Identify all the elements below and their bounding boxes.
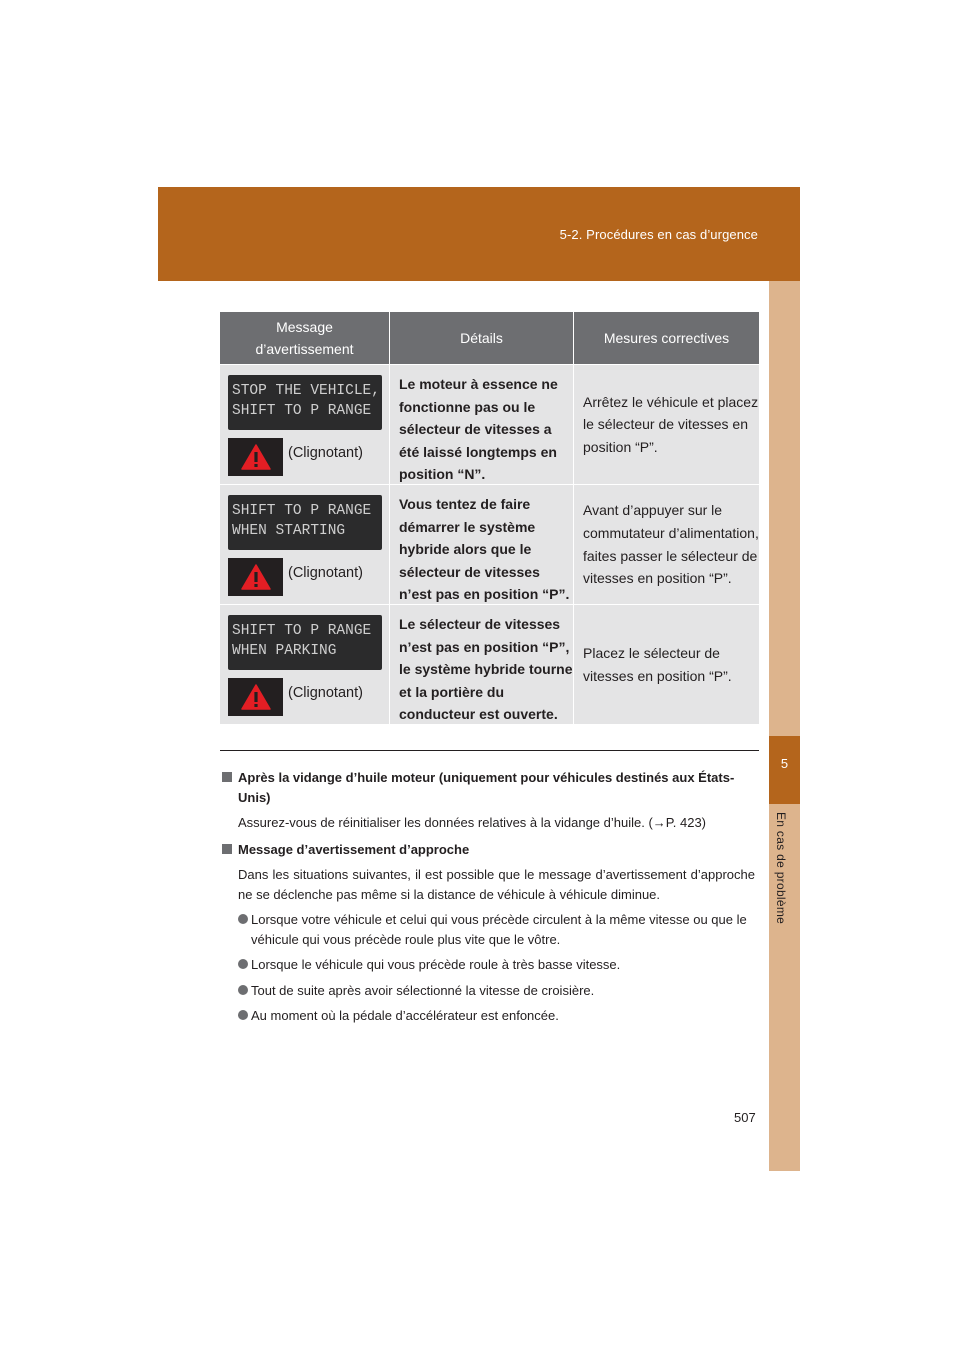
section-divider bbox=[220, 750, 759, 751]
details-text: Vous tentez de faire démarrer le système hybride alors que le sélecteur de vitesses n’est pas en position “P”. bbox=[399, 496, 570, 603]
bullet-dot-icon bbox=[238, 985, 248, 995]
display-line: SHIFT TO P RANGE bbox=[232, 503, 372, 519]
measures-cell bbox=[574, 485, 759, 604]
warning-table bbox=[220, 312, 759, 724]
details-cell bbox=[390, 605, 574, 724]
bullet-dot-icon bbox=[238, 914, 248, 924]
warning-light bbox=[228, 438, 283, 476]
square-bullet-icon bbox=[222, 844, 232, 854]
column-header-details: Détails bbox=[390, 312, 574, 364]
bullet-list bbox=[222, 910, 755, 1026]
details-text: Le moteur à essence ne fonctionne pas ou le sélecteur de vitesses a été laissé longtemps en position “N”. bbox=[399, 376, 558, 483]
chapter-number: 5 bbox=[780, 756, 789, 771]
table-row bbox=[220, 604, 759, 724]
lcd-display bbox=[228, 615, 382, 670]
display-line: WHEN PARKING bbox=[232, 643, 337, 659]
bullet-dot-icon bbox=[238, 959, 248, 969]
note-body: Dans les situations suivantes, il est possible que le message d’avertissement d’approche ne se déclenche pas même si la distance de véhicule à véhicule diminue. bbox=[238, 867, 755, 902]
lcd-display bbox=[228, 375, 382, 430]
note-heading-text: Après la vidange d’huile moteur (uniquement pour véhicules destinés aux États-Unis) bbox=[238, 770, 735, 805]
list-item bbox=[238, 1006, 755, 1026]
square-bullet-icon bbox=[222, 772, 232, 782]
list-item bbox=[238, 955, 755, 975]
column-header-message: Message d’avertissement bbox=[220, 312, 390, 364]
list-item bbox=[238, 910, 755, 949]
page-number: 507 bbox=[734, 1110, 756, 1125]
warning-light bbox=[228, 558, 283, 596]
list-item-text: Lorsque le véhicule qui vous précède roule à très basse vitesse. bbox=[251, 957, 621, 972]
message-cell bbox=[220, 365, 390, 484]
lcd-display bbox=[228, 495, 382, 550]
list-item-text: Au moment où la pédale d’accélérateur est enfoncée. bbox=[251, 1008, 559, 1023]
column-header-measures: Mesures correctives bbox=[603, 330, 730, 346]
table-header bbox=[220, 312, 759, 364]
blinking-label: (Clignotant) bbox=[288, 445, 363, 461]
message-cell bbox=[220, 605, 390, 724]
side-strip bbox=[769, 281, 800, 1171]
note-body: Assurez-vous de réinitialiser les données relatives à la vidange d’huile. (→P. 423) bbox=[238, 815, 707, 830]
list-item-text: Lorsque votre véhicule et celui qui vous précède circulent à la même vitesse ou que le véhicule qui vous précède roule plus vite que le vôtre. bbox=[251, 912, 747, 947]
note-heading bbox=[222, 840, 755, 860]
list-item bbox=[238, 981, 755, 1001]
chapter-label: En cas de problème bbox=[774, 812, 788, 925]
message-cell bbox=[220, 485, 390, 604]
warning-triangle-icon bbox=[241, 564, 271, 590]
measures-cell bbox=[574, 605, 759, 724]
blinking-label: (Clignotant) bbox=[288, 685, 363, 701]
table-row bbox=[220, 364, 759, 484]
section-header bbox=[158, 187, 800, 281]
measures-text: Placez le sélecteur de vitesses en position “P”. bbox=[583, 644, 732, 684]
measures-cell bbox=[574, 365, 759, 484]
display-line: SHIFT TO P RANGE bbox=[232, 403, 372, 419]
note-heading bbox=[222, 768, 755, 807]
details-cell bbox=[390, 485, 574, 604]
table-row bbox=[220, 484, 759, 604]
details-text: Le sélecteur de vitesses n’est pas en position “P”, le système hybride tourne et la portière du conducteur est ouverte. bbox=[399, 616, 573, 723]
measures-text: Arrêtez le véhicule et placez le sélecteur de vitesses en position “P”. bbox=[583, 393, 759, 455]
display-line: SHIFT TO P RANGE bbox=[232, 623, 372, 639]
measures-text: Avant d’appuyer sur le commutateur d’alimentation, faites passer le sélecteur de vitesses en position “P”. bbox=[583, 502, 759, 587]
notes-section bbox=[222, 768, 755, 1032]
warning-triangle-icon bbox=[241, 444, 271, 470]
display-line: WHEN STARTING bbox=[232, 523, 346, 539]
note-heading-text: Message d’avertissement d’approche bbox=[238, 841, 470, 857]
warning-triangle-icon bbox=[241, 684, 271, 710]
blinking-label: (Clignotant) bbox=[288, 565, 363, 581]
details-cell bbox=[390, 365, 574, 484]
list-item-text: Tout de suite après avoir sélectionné la vitesse de croisière. bbox=[251, 982, 595, 998]
section-title: 5-2. Procédures en cas d’urgence bbox=[559, 227, 758, 242]
bullet-dot-icon bbox=[238, 1010, 248, 1020]
warning-light bbox=[228, 678, 283, 716]
display-line: STOP THE VEHICLE, bbox=[232, 383, 380, 399]
